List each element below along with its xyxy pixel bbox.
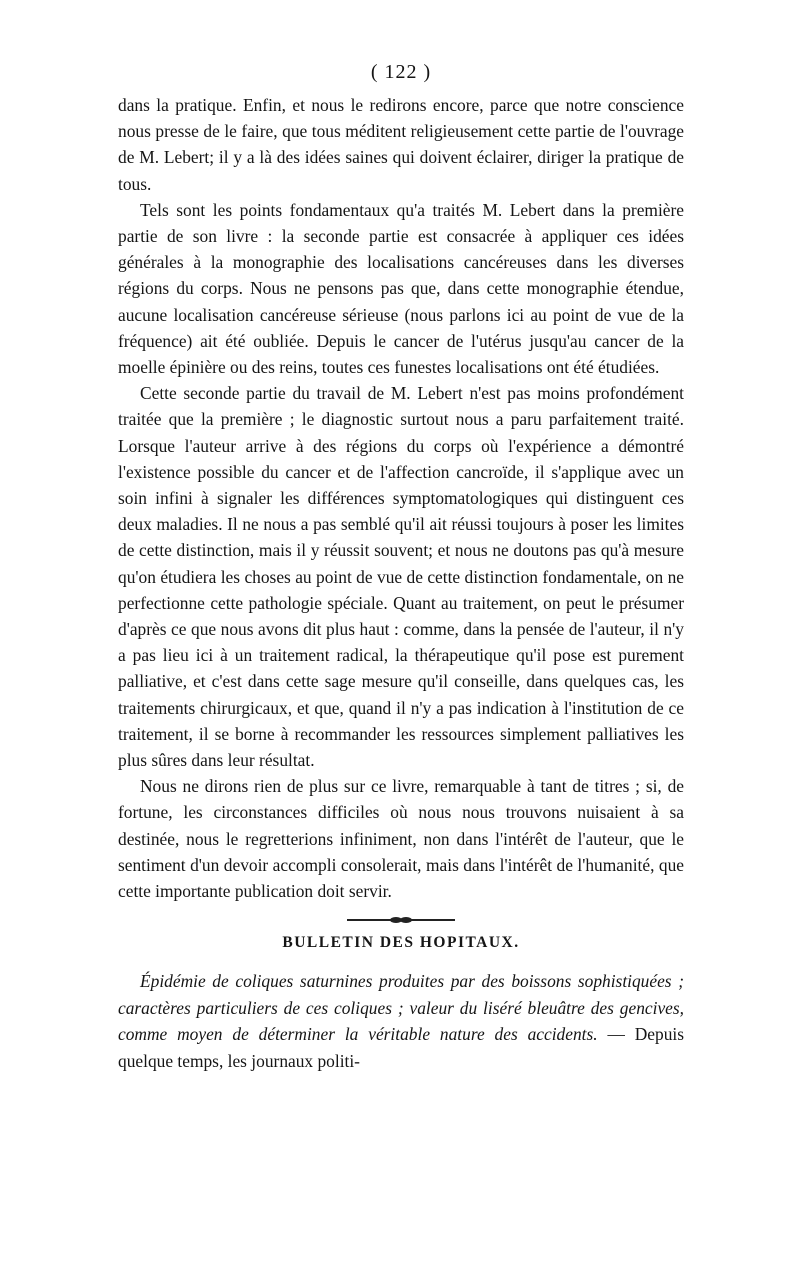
paragraph-4: Nous ne dirons rien de plus sur ce livre, remarquable à tant de titres ; si, de fortune, les circonstances difficiles où nous nous trouvons nuisaient à sa destinée, nous le regretterions infiniment, non dans l'intérêt de l'auteur, que le sentiment d'un devoir accompli consolerait, mais dans l'intérêt de l'humanité, que cette importante publication doit servir. bbox=[118, 776, 684, 902]
paragraph-2: Tels sont les points fondamentaux qu'a traités M. Lebert dans la première partie de son livre : la seconde partie est consacrée à appliquer ces idées générales à la monographie des localisations cancéreuses dans les diverses régions du corps. Nous ne pensons pas que, dans cette monographie étendue, aucune localisation cancéreuse sérieuse (nous parlons ici au point de vue de la fréquence) ait été oubliée. Depuis le cancer de l'utérus jusqu'au cancer de la moelle épinière ou des reins, toutes ces funestes localisations ont été étudiées. bbox=[118, 199, 684, 378]
bulletin-text: — Depuis quelque temps, les journaux politi- bbox=[118, 1024, 685, 1071]
document-page bbox=[118, 58, 684, 1074]
section-title: BULLETIN DES HOPITAUX. bbox=[282, 934, 520, 952]
paragraph-1: dans la pratique. Enfin, et nous le redirons encore, parce que notre conscience nous presse de le faire, que tous méditent religieusement cette partie de l'ouvrage de M. Lebert; il y a là des idées saines qui doivent éclairer, diriger la pratique de tous. bbox=[118, 95, 684, 194]
section-divider bbox=[118, 914, 684, 926]
paragraph-3: Cette seconde partie du travail de M. Lebert n'est pas moins profondément traitée que la première ; le diagnostic surtout nous a paru parfaitement traité. Lorsque l'auteur arrive à des régions du corps où l'expérience a démontré l'existence possible du cancer et de l'affection cancroïde, il s'applique avec un soin infini à signaler les différences symptomatologiques qui distinguent ces deux maladies. Il ne nous a pas semblé qu'il ait réussi toujours à poser les limites de cette distinction, mais il y réussit souvent; et nous ne doutons pas qu'à mesure qu'on étudiera les choses au point de vue de cette distinction fondamentale, on ne perfectionne cette pathologie spéciale. Quant au traitement, on peut le présumer d'après ce que nous avons dit plus haut : comme, dans la pensée de l'auteur, il n'y a pas lieu ici à un traitement radical, la thérapeutique qu'il pose est purement palliative, et c'est dans cette sage mesure qu'il conseille, dans quelques cas, les traitements chirurgicaux, et que, quand il n'y a pas indication à l'institution de ce traitement, il se borne à recommander les ressources simplement palliatives les plus sûres dans leur résultat. bbox=[118, 383, 684, 771]
bulletin-lead: Épidémie de coliques saturnines produites par des boissons sophistiquées ; caractères particuliers de ces coliques ; valeur du liséré bleuâtre des gencives, comme moyen de déterminer la véritable nature des accidents. bbox=[118, 971, 684, 1045]
bulletin-paragraph bbox=[118, 968, 684, 1074]
divider-bar-left bbox=[347, 919, 391, 921]
page-number: ( 122 ) bbox=[370, 61, 432, 83]
divider-bar-right bbox=[411, 919, 455, 921]
